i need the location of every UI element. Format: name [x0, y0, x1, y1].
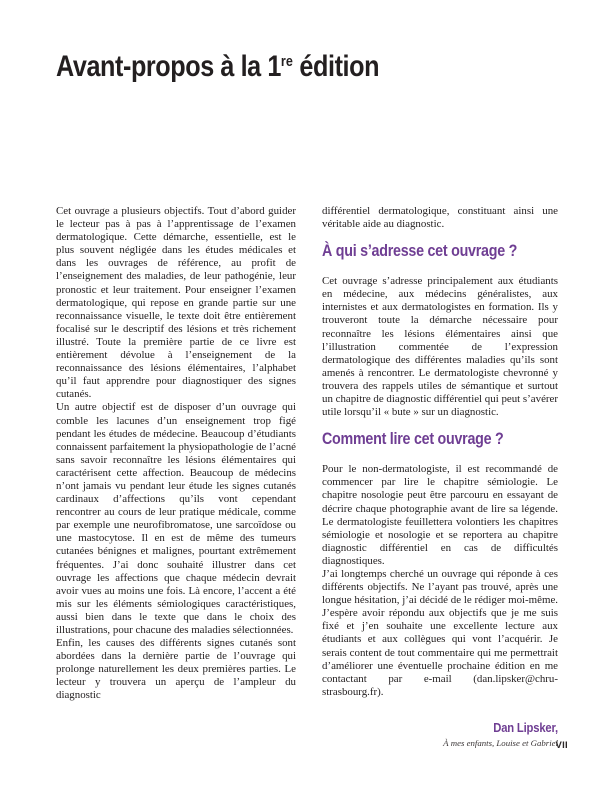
paragraph: Enfin, les causes des différents signes cutanés sont abordées dans la dernière partie de l’ouvrage qui prolonge naturellement les deux premières parties. Le lecteur y trouvera un aperçu de l’ampleur du diagnostic: [56, 637, 296, 702]
section-heading-audience: À qui s’adresse cet ouvrage ?: [322, 241, 518, 261]
page-number: VII: [555, 740, 568, 751]
page-title: [56, 52, 379, 87]
paragraph: Cet ouvrage a plusieurs objectifs. Tout d’abord guider le lecteur pas à pas à l’apprentissage de l’examen dermatologique. Cette démarche, essentielle, est le plus souvent négligée dans les études médicales et dans les ouvrages de référence, au profit de l’enseignement des maladies, de leur pathogénie, leur pronostic et leur traitement. Pour enseigner l’examen dermatologique, qui repose en grande partie sur une reconnaissance visuelle, le texte doit être entièrement focalisé sur le descriptif des lésions et très richement illustré. Toute la première partie de ce livre est entièrement dévolue à l’enseignement de la reconnaissance des lésions élémentaires, l’alphabet qu’il faut apprendre pour diagnostiquer des signes cutanés.: [56, 205, 296, 401]
page-title-text: Avant-propos à la 1: [56, 50, 281, 83]
dedication-line: À mes enfants, Louise et Gabriel: [443, 737, 558, 748]
paragraph: différentiel dermatologique, constituant ainsi une véritable aide au diagnostic.: [322, 205, 558, 231]
title-superscript: re: [280, 53, 293, 70]
paragraph: J’ai longtemps cherché un ouvrage qui réponde à ces différents objectifs. Ne l’ayant pas trouvé, après une longue hésitation, j’ai décidé de le rédiger moi-même. J’espère avoir répondu aux objectifs que je me suis fixé et j’en souhaite une excellente lecture aux étudiants et aux collègues qui vont l’acquérir. Je serais content de tout commentaire qui me permettrait d’améliorer une éventuelle prochaine édition en me contactant par e-mail (dan.lipsker@chru-strasbourg.fr).: [322, 567, 558, 698]
paragraph: Pour le non-dermatologiste, il est recommandé de commencer par lire le chapitre sémiologie. Le chapitre nosologie peut être parcouru en essayant de décrire chaque photographie avant de lire sa légende. Le dermatologiste feuillettera volontiers les chapitres sémiologie et nosologie et se reportera au chapitre diagnostic différentiel en cas de difficultés diagnostiques.: [322, 463, 558, 567]
paragraph: Un autre objectif est de disposer d’un ouvrage qui comble les lacunes d’un enseignement trop figé pendant les études de médecine. Beaucoup d’étudiants connaissent parfaitement la physiopathologie de l’acné sans savoir reconnaître les lésions élémentaires qui caractérisent cette affection. Beaucoup de médecins n’ont jamais vu pendant leur étude les signes cutanés cardinaux d’affections qu’ils vont cependant rencontrer au cours de leur pratique médicale, comme par exemple une neurofibromatose, une sarcoïdose ou une mastocytose. Il en est de même des tumeurs cutanées bénignes et malignes, pourtant extrêmement fréquentes. J’ai donc souhaité illustrer dans cet ouvrage les affections que chaque médecin devrait avoir vues au moins une fois. Là encore, l’accent a été mis sur les éléments sémiologiques caractéristiques, aussi bien dans le texte que dans le choix des illustrations, pour chacune des maladies sélectionnées.: [56, 401, 296, 636]
right-column: [322, 205, 558, 748]
page-title-suffix: édition: [292, 50, 380, 83]
paragraph: Cet ouvrage s’adresse principalement aux étudiants en médecine, aux médecins généralistes, aux internistes et aux dermatologistes en formation. Ils y trouveront toute la démarche nécessaire pour reconnaître les lésions élémentaires ainsi que l’illustration commentée de l’expression dermatologique des différentes maladies qu’ils sont amenés à rencontrer. Le dermatologiste chevronné y trouvera des rappels utiles de sémantique et surtout un chapitre de diagnostic différentiel qui peut s’avérer utile lorsqu’il « bute » sur un diagnostic.: [322, 275, 558, 419]
left-column: [56, 205, 296, 703]
author-signature: Dan Lipsker,: [493, 720, 558, 735]
section-heading-howto: Comment lire cet ouvrage ?: [322, 429, 504, 449]
